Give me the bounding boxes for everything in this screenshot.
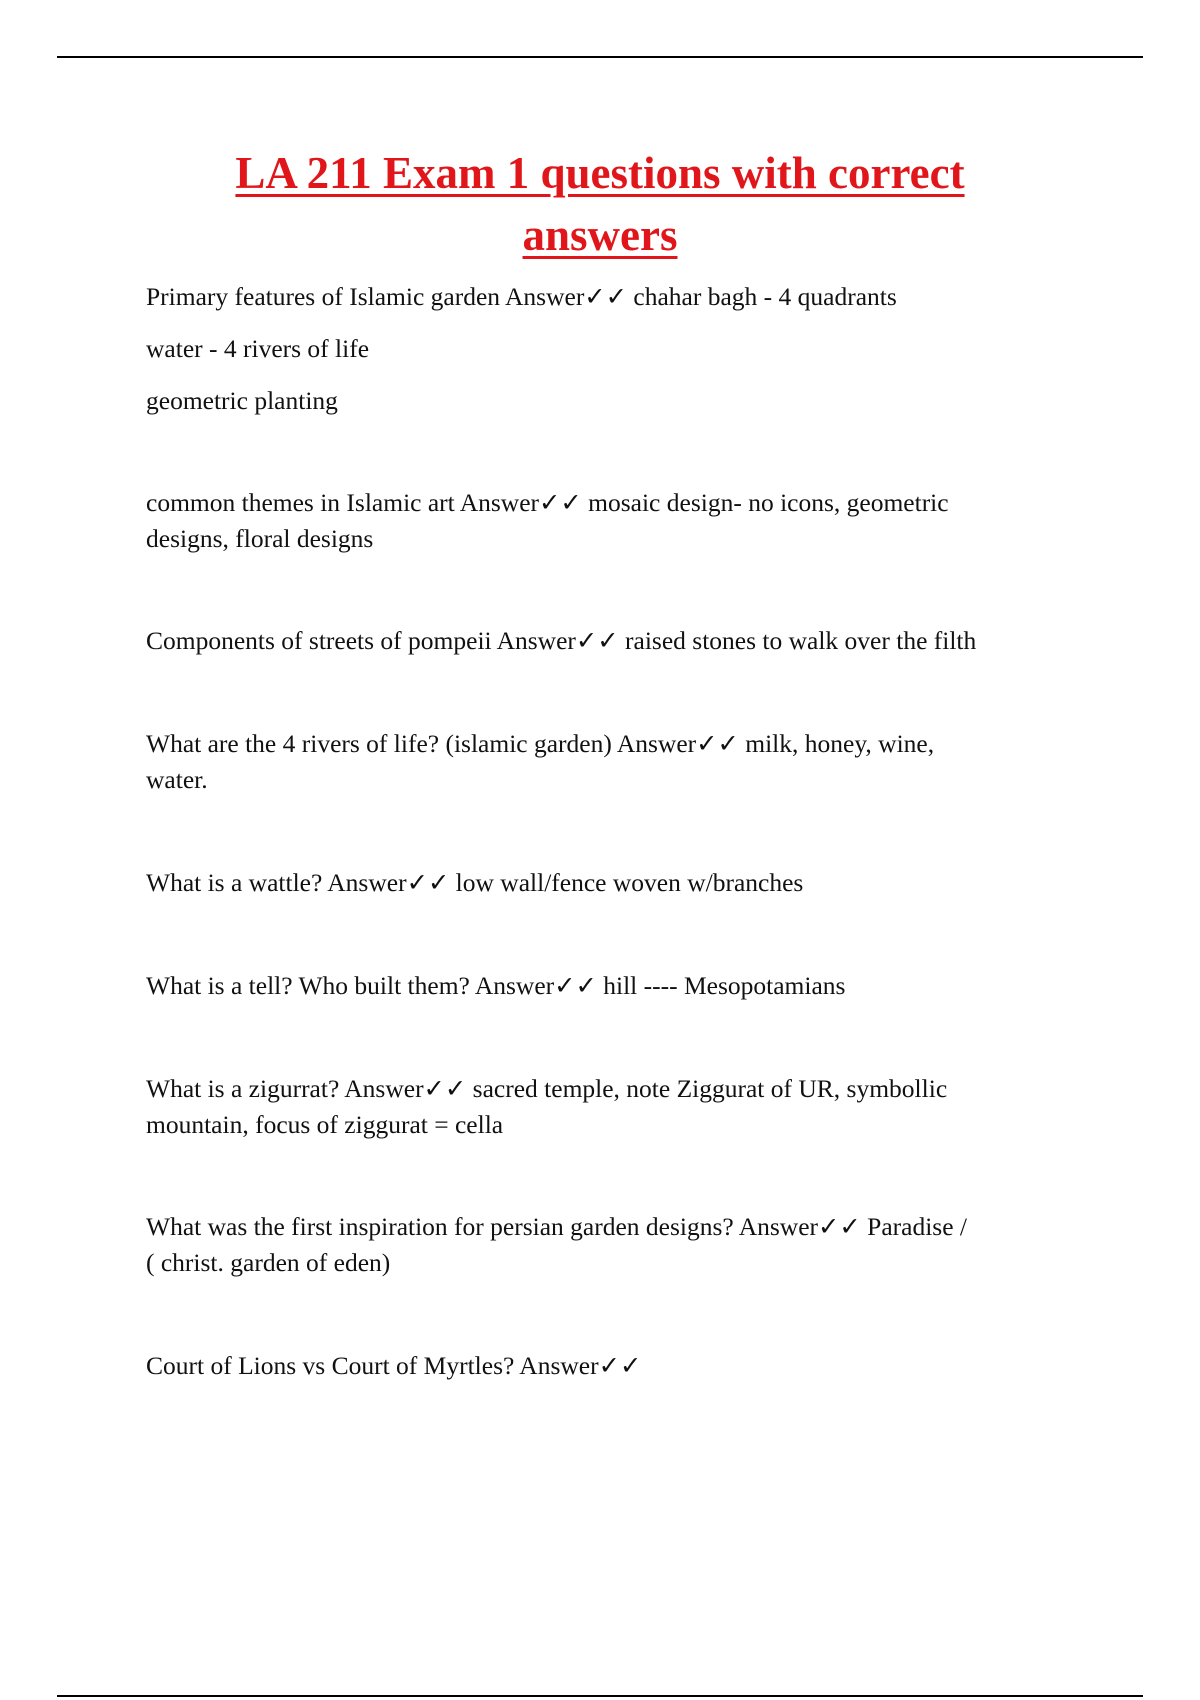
title-line-2: answers: [522, 210, 678, 260]
qa-item-line: water - 4 rivers of life: [146, 334, 370, 363]
qa-item-line: What was the first inspiration for persian garden designs? Answer✓✓ Paradise /: [146, 1212, 967, 1241]
qa-item-line: What are the 4 rivers of life? (islamic garden) Answer✓✓ milk, honey, wine,: [146, 729, 935, 758]
qa-item-line: ( christ. garden of eden): [146, 1248, 391, 1277]
qa-item-line: water.: [146, 765, 208, 794]
qa-item-line: designs, floral designs: [146, 524, 374, 553]
qa-item-line: What is a tell? Who built them? Answer✓✓ hill ---- Mesopotamians: [146, 971, 846, 1000]
qa-item-line: common themes in Islamic art Answer✓✓ mosaic design- no icons, geometric: [146, 488, 949, 517]
qa-item-line: Primary features of Islamic garden Answer✓✓ chahar bagh - 4 quadrants: [146, 282, 897, 311]
header-rule: [57, 56, 1143, 58]
qa-item-line: Components of streets of pompeii Answer✓✓ raised stones to walk over the filth: [146, 626, 977, 655]
qa-item-line: mountain, focus of ziggurat = cella: [146, 1110, 504, 1139]
page-title: [0, 142, 1200, 266]
title-line-1: LA 211 Exam 1 questions with correct: [235, 148, 965, 198]
footer-rule: [57, 1695, 1143, 1697]
qa-item-line: What is a wattle? Answer✓✓ low wall/fence woven w/branches: [146, 868, 804, 897]
qa-item-line: What is a zigurrat? Answer✓✓ sacred temple, note Ziggurat of UR, symbollic: [146, 1074, 948, 1103]
qa-item-line: geometric planting: [146, 386, 338, 415]
qa-item-line: Court of Lions vs Court of Myrtles? Answer✓✓: [146, 1351, 642, 1380]
